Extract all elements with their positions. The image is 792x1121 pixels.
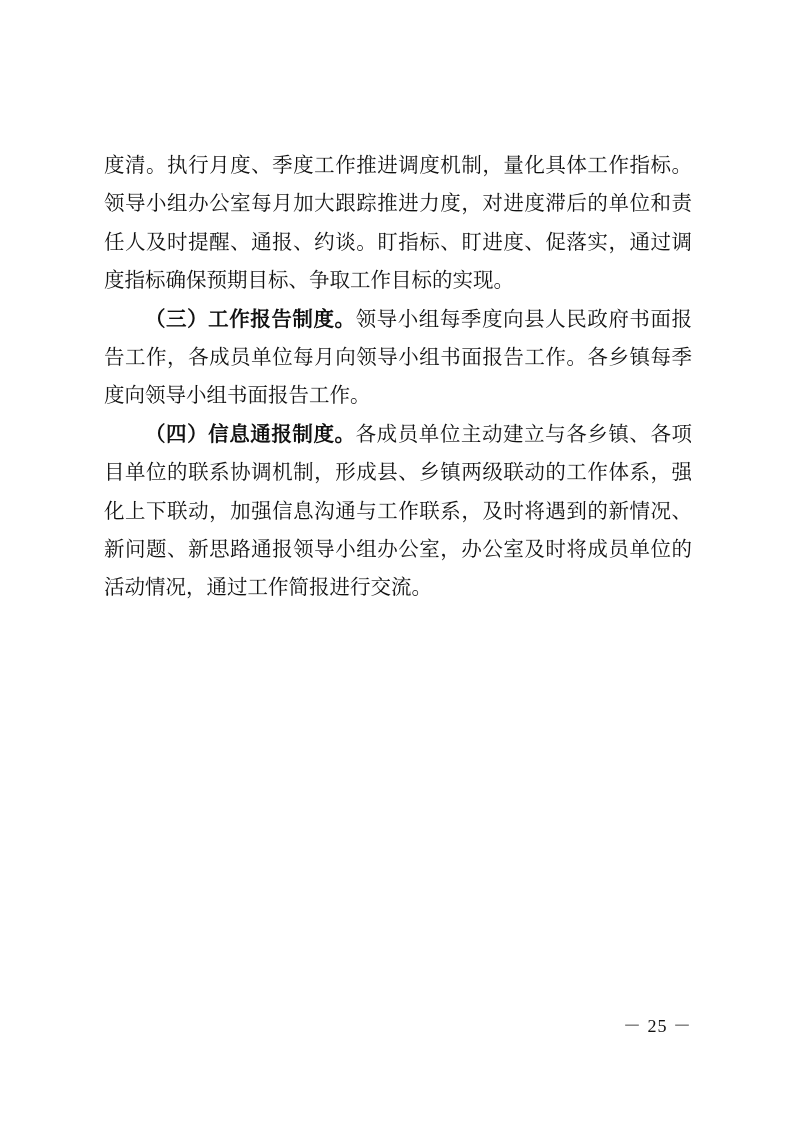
- page-number: － 25 －: [623, 1016, 692, 1036]
- body-line: [104, 415, 692, 453]
- body-line: [104, 300, 692, 338]
- body-line: 新问题、新思路通报领导小组办公室，办公室及时将成员单位的: [104, 536, 692, 561]
- body-line: 活动情况，通过工作简报进行交流。: [104, 575, 432, 600]
- section-heading: （四）信息通报制度。: [145, 421, 356, 446]
- body-text: 领导小组每季度向县人民政府书面报: [355, 306, 693, 331]
- paragraph-progress-mechanism: [104, 146, 692, 300]
- body-line: 化上下联动，加强信息沟通与工作联系，及时将遇到的新情况、: [104, 498, 692, 523]
- paragraph-work-report-system: [104, 300, 692, 415]
- body-line: 度指标确保预期目标、争取工作目标的实现。: [104, 268, 514, 293]
- body-line: 目单位的联系协调机制，形成县、乡镇两级联动的工作体系，强: [104, 460, 692, 485]
- body-line: 任人及时提醒、通报、约谈。盯指标、盯进度、促落实，通过调: [104, 229, 692, 254]
- body-line: 度向领导小组书面报告工作。: [104, 383, 371, 408]
- body-text: 各成员单位主动建立与各乡镇、各项: [355, 421, 693, 446]
- document-body: [104, 146, 692, 607]
- body-line: 领导小组办公室每月加大跟踪推进力度，对进度滞后的单位和责: [104, 191, 692, 216]
- section-heading: （三）工作报告制度。: [145, 306, 356, 331]
- body-line: 度清。执行月度、季度工作推进调度机制，量化具体工作指标。: [104, 153, 692, 177]
- paragraph-information-notification-system: [104, 415, 692, 607]
- body-line: 告工作，各成员单位每月向领导小组书面报告工作。各乡镇每季: [104, 344, 692, 369]
